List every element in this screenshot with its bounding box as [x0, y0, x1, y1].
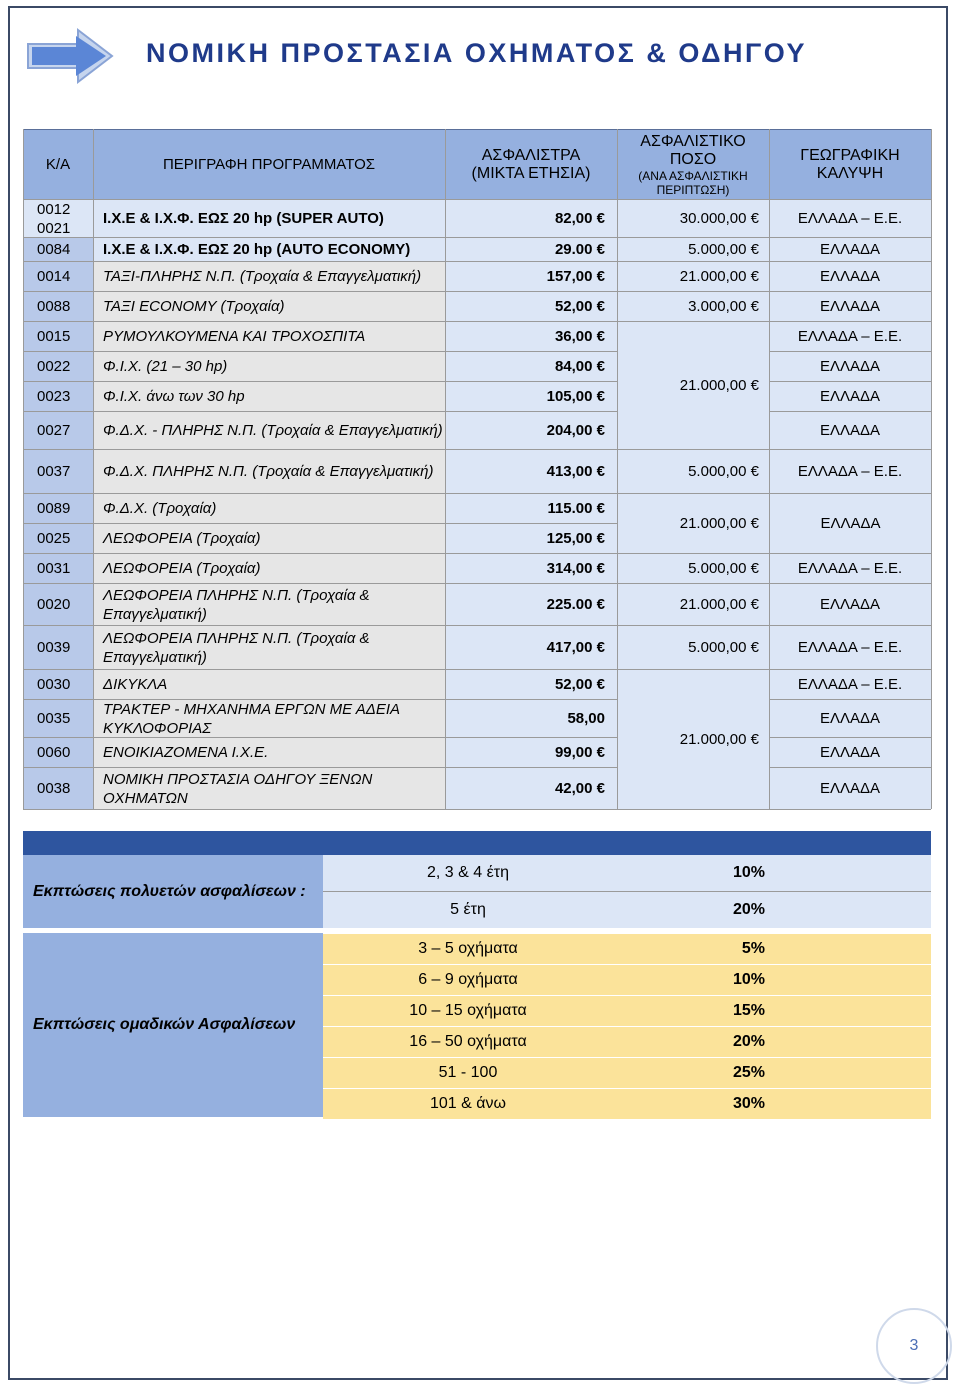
separator-band — [23, 831, 931, 855]
row-premium: 314,00 € — [445, 554, 617, 583]
row-coverage: ΕΛΛΑΔΑ — [769, 238, 931, 261]
multi-year-period: 5 έτη — [450, 901, 486, 918]
row-description: ΤΑΞΙ-ΠΛΗΡΗΣ Ν.Π. (Τροχαία & Επαγγελματική) — [93, 262, 445, 291]
column-divider — [93, 129, 94, 809]
header-coverage-line1: ΓΕΩΓΡΑΦΙΚΗ — [800, 146, 900, 164]
page-title: ΝΟΜΙΚΗ ΠΡΟΣΤΑΣΙΑ ΟΧΗΜΑΤΟΣ & ΟΔΗΓΟΥ — [146, 38, 808, 68]
group-discount: 30% — [732, 1095, 765, 1112]
column-divider — [23, 129, 24, 809]
row-premium: 413,00 € — [445, 450, 617, 493]
row-premium: 204,00 € — [445, 412, 617, 449]
row-code: 0088 — [23, 292, 93, 321]
row-coverage: ΕΛΛΑΔΑ — [769, 382, 931, 411]
row-code: 0089 — [23, 494, 93, 523]
header-coverage-line2: ΚΑΛΥΨΗ — [816, 164, 884, 182]
row-amount: 5.000,00 € — [617, 238, 769, 261]
multi-year-discount: 10% — [732, 864, 765, 881]
group-vehicles: 6 – 9 οχήματα — [418, 971, 518, 988]
table-row — [23, 737, 931, 767]
group-label: Εκπτώσεις ομαδικών Ασφαλίσεων — [23, 933, 323, 1117]
row-description: Φ.Ι.Χ. (21 – 30 hp) — [93, 352, 445, 381]
row-premium: 157,00 € — [445, 262, 617, 291]
row-code: 0012 0021 — [23, 200, 85, 237]
row-description: ΛΕΩΦΟΡΕΙΑ (Τροχαία) — [93, 524, 445, 553]
row-coverage: ΕΛΛΑΔΑ — [769, 768, 931, 809]
group-discount: 10% — [732, 971, 765, 988]
header-description: ΠΕΡΙΓΡΑΦΗ ΠΡΟΓΡΑΜΜΑΤΟΣ — [93, 130, 445, 199]
row-coverage: ΕΛΛΑΔΑ — [769, 738, 931, 767]
row-code: 0060 — [23, 738, 93, 767]
multi-year-discount: 20% — [732, 901, 765, 918]
table-row — [23, 699, 931, 737]
table-row — [23, 381, 931, 411]
multi-year-row — [323, 892, 931, 928]
table-row — [23, 291, 931, 321]
row-description: ΝΟΜΙΚΗ ΠΡΟΣΤΑΣΙΑ ΟΔΗΓΟΥ ΞΕΝΩΝ ΟΧΗΜΑΤΩΝ — [93, 768, 445, 809]
table-row — [23, 583, 931, 625]
multi-year-discounts — [23, 855, 931, 928]
row-premium: 36,00 € — [445, 322, 617, 351]
row-description: Ι.Χ.Ε & Ι.Χ.Φ. ΕΩΣ 20 hp (AUTO ECONOMY) — [93, 238, 445, 261]
group-vehicles: 10 – 15 οχήματα — [409, 1002, 527, 1019]
row-code: 0023 — [23, 382, 93, 411]
row-description: ΛΕΩΦΟΡΕΙΑ ΠΛΗΡΗΣ Ν.Π. (Τροχαία & Επαγγελματική) — [93, 626, 445, 669]
row-code: 0022 — [23, 352, 93, 381]
row-coverage: ΕΛΛΑΔΑ — [769, 352, 931, 381]
group-row — [323, 934, 931, 964]
row-premium: 42,00 € — [445, 768, 617, 809]
row-premium: 105,00 € — [445, 382, 617, 411]
row-code: 0037 — [23, 450, 93, 493]
group-vehicles: 3 – 5 οχήματα — [418, 940, 518, 957]
header-amount-line2: (ΑΝΑ ΑΣΦΑΛΙΣΤΙΚΗ — [638, 168, 748, 183]
table-row — [23, 767, 931, 809]
header-premium-line1: ΑΣΦΑΛΙΣΤΡΑ — [481, 146, 581, 164]
group-row — [323, 1058, 931, 1088]
row-code: 0031 — [23, 554, 93, 583]
row-premium: 115.00 € — [445, 494, 617, 523]
group-row — [323, 1089, 931, 1119]
table-row — [23, 625, 931, 669]
row-premium: 82,00 € — [445, 200, 617, 237]
group-discounts — [23, 933, 931, 1117]
row-premium: 225.00 € — [445, 584, 617, 625]
header-amount — [617, 130, 769, 199]
row-amount: 30.000,00 € — [617, 200, 769, 237]
table-row — [23, 261, 931, 291]
row-description: Ι.Χ.Ε & Ι.Χ.Φ. ΕΩΣ 20 hp (SUPER AUTO) — [93, 200, 445, 237]
group-vehicles: 51 - 100 — [438, 1064, 498, 1081]
row-coverage: ΕΛΛΑΔΑ – Ε.Ε. — [769, 626, 931, 669]
header-premium — [445, 130, 617, 199]
row-code: 0038 — [23, 768, 93, 809]
table-row — [23, 199, 931, 237]
row-coverage: ΕΛΛΑΔΑ – Ε.Ε. — [769, 322, 931, 351]
merged-amount: 21.000,00 € — [618, 494, 769, 553]
row-amount: 5.000,00 € — [617, 450, 769, 493]
group-row — [323, 965, 931, 995]
row-description: Φ.Δ.Χ. - ΠΛΗΡΗΣ Ν.Π. (Τροχαία & Επαγγελματική) — [93, 412, 445, 449]
header-code: Κ/Α — [23, 130, 93, 199]
row-description: ΛΕΩΦΟΡΕΙΑ ΠΛΗΡΗΣ Ν.Π. (Τροχαία & Επαγγελματική) — [93, 584, 445, 625]
row-premium: 417,00 € — [445, 626, 617, 669]
row-premium: 125,00 € — [445, 524, 617, 553]
group-vehicles: 16 – 50 οχήματα — [409, 1033, 527, 1050]
row-description: Φ.Δ.Χ. ΠΛΗΡΗΣ Ν.Π. (Τροχαία & Επαγγελματική) — [93, 450, 445, 493]
row-coverage: ΕΛΛΑΔΑ — [769, 262, 931, 291]
group-row — [323, 1027, 931, 1057]
multi-year-row — [323, 855, 931, 892]
header-coverage — [769, 130, 931, 199]
merged-amount: 21.000,00 € — [618, 670, 769, 809]
row-premium: 52,00 € — [445, 670, 617, 699]
group-discount: 15% — [732, 1002, 765, 1019]
row-description: Φ.Ι.Χ. άνω των 30 hp — [93, 382, 445, 411]
row-code: 0035 — [23, 700, 93, 737]
row-description: ΡΥΜΟΥΛΚΟΥΜΕΝΑ ΚΑΙ ΤΡΟΧΟΣΠΙΤΑ — [93, 322, 445, 351]
row-description: ΕΝΟΙΚΙΑΖΟΜΕΝΑ Ι.Χ.Ε. — [93, 738, 445, 767]
row-code: 0020 — [23, 584, 93, 625]
row-coverage: ΕΛΛΑΔΑ — [769, 700, 931, 737]
row-coverage: ΕΛΛΑΔΑ – Ε.Ε. — [769, 200, 931, 237]
coverage-table — [23, 129, 931, 810]
merged-coverage: ΕΛΛΑΔΑ — [770, 494, 931, 553]
row-code: 0039 — [23, 626, 93, 669]
row-code: 0030 — [23, 670, 93, 699]
table-header — [23, 129, 931, 199]
table-row — [23, 449, 931, 493]
multi-year-period: 2, 3 & 4 έτη — [427, 864, 509, 881]
header-premium-line2: (ΜΙΚΤΑ ΕΤΗΣΙΑ) — [471, 164, 591, 182]
multi-year-label: Εκπτώσεις πολυετών ασφαλίσεων : — [23, 855, 323, 928]
row-code: 0014 — [23, 262, 93, 291]
row-code: 0015 — [23, 322, 93, 351]
row-description: ΤΡΑΚΤΕΡ - ΜΗΧΑΝΗΜΑ ΕΡΓΩΝ ΜΕ ΑΔΕΙΑ ΚΥΚΛΟΦΟΡΙΑΣ — [93, 700, 445, 737]
column-divider — [931, 129, 932, 809]
row-amount: 5.000,00 € — [617, 554, 769, 583]
row-amount: 3.000,00 € — [617, 292, 769, 321]
row-description: Φ.Δ.Χ. (Τροχαία) — [93, 494, 445, 523]
page-number: 3 — [876, 1308, 952, 1384]
row-coverage: ΕΛΛΑΔΑ – Ε.Ε. — [769, 450, 931, 493]
row-premium: 52,00 € — [445, 292, 617, 321]
table-row — [23, 321, 931, 351]
column-divider — [769, 129, 770, 809]
table-row — [23, 237, 931, 261]
row-code: 0027 — [23, 412, 93, 449]
merged-amount: 21.000,00 € — [618, 322, 769, 449]
table-row — [23, 411, 931, 449]
header-amount-line3: ΠΕΡΙΠΤΩΣΗ) — [656, 182, 730, 197]
row-coverage: ΕΛΛΑΔΑ – Ε.Ε. — [769, 554, 931, 583]
row-description: ΔΙΚΥΚΛΑ — [93, 670, 445, 699]
row-coverage: ΕΛΛΑΔΑ — [769, 412, 931, 449]
row-coverage: ΕΛΛΑΔΑ — [769, 584, 931, 625]
group-discount: 5% — [741, 940, 765, 957]
group-vehicles: 101 & άνω — [430, 1095, 506, 1112]
row-amount: 21.000,00 € — [617, 584, 769, 625]
row-coverage: ΕΛΛΑΔΑ – Ε.Ε. — [769, 670, 931, 699]
row-description: ΤΑΞΙ ECONOMY (Τροχαία) — [93, 292, 445, 321]
row-coverage: ΕΛΛΑΔΑ — [769, 292, 931, 321]
header-amount-line1: ΑΣΦΑΛΙΣΤΙΚΟ ΠΟΣΟ — [640, 132, 746, 168]
row-code: 0084 — [23, 238, 93, 261]
row-code: 0025 — [23, 524, 93, 553]
row-description: ΛΕΩΦΟΡΕΙΑ (Τροχαία) — [93, 554, 445, 583]
group-discount: 25% — [732, 1064, 765, 1081]
table-row — [23, 669, 931, 699]
group-row — [323, 996, 931, 1026]
row-premium: 29.00 € — [445, 238, 617, 261]
column-divider — [445, 129, 446, 809]
table-row — [23, 553, 931, 583]
row-amount: 21.000,00 € — [617, 262, 769, 291]
row-amount: 5.000,00 € — [617, 626, 769, 669]
row-premium: 99,00 € — [445, 738, 617, 767]
row-premium: 84,00 € — [445, 352, 617, 381]
table-row — [23, 351, 931, 381]
row-premium: 58,00 — [445, 700, 617, 737]
group-discount: 20% — [732, 1033, 765, 1050]
arrow-right-icon — [26, 24, 116, 84]
